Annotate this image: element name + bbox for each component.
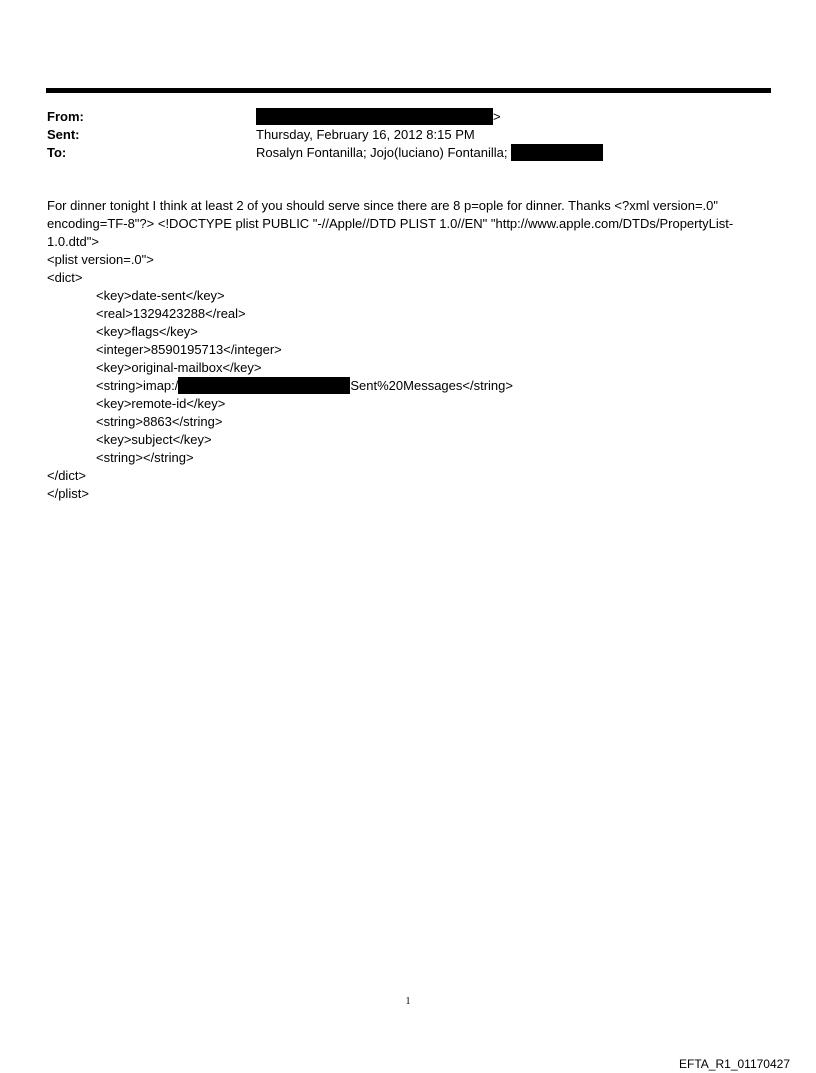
mailbox-prefix: <string>imap:/ — [96, 378, 179, 393]
page-number: 1 — [405, 996, 411, 1007]
plist-line-mailbox — [47, 377, 767, 395]
email-body — [47, 197, 767, 503]
body-paragraph: For dinner tonight I think at least 2 of you should serve since there are 8 p=ople for dinner. Thanks <?xml version=.0" encoding=TF-8"?> <!DOCTYPE plist PUBLIC "-//Apple//DTD PLIST 1.0//EN" "http://www.apple.com/DTDs/PropertyList-1.0.dtd"> — [47, 198, 734, 249]
dict-open: <dict> — [47, 270, 83, 285]
plist-open: <plist version=.0"> — [47, 252, 154, 267]
redaction-block — [511, 144, 603, 161]
mailbox-suffix: Sent%20Messages</string> — [350, 378, 513, 393]
from-label: From: — [47, 109, 84, 124]
from-value — [256, 108, 501, 125]
dict-close: </dict> — [47, 468, 87, 483]
sent-label: Sent: — [47, 127, 80, 142]
plist-line: <string>8863</string> — [96, 414, 223, 429]
plist-line: <key>subject</key> — [96, 432, 212, 447]
header-divider — [46, 88, 771, 93]
plist-line: <key>flags</key> — [96, 324, 198, 339]
bates-number: EFTA_R1_01170427 — [679, 1057, 790, 1071]
plist-line: <string></string> — [96, 450, 194, 465]
from-suffix: > — [493, 109, 501, 124]
to-recipients: Rosalyn Fontanilla; Jojo(luciano) Fontanilla; — [256, 145, 508, 160]
redaction-block — [178, 377, 350, 394]
plist-close: </plist> — [47, 486, 89, 501]
plist-line: <integer>8590195713</integer> — [96, 342, 282, 357]
plist-line: <real>1329423288</real> — [96, 306, 246, 321]
to-label: To: — [47, 145, 67, 160]
redaction-block — [256, 108, 493, 125]
to-value — [256, 144, 603, 161]
sent-value: Thursday, February 16, 2012 8:15 PM — [256, 127, 475, 142]
plist-line: <key>original-mailbox</key> — [96, 360, 262, 375]
plist-line: <key>date-sent</key> — [96, 288, 225, 303]
plist-line: <key>remote-id</key> — [96, 396, 226, 411]
